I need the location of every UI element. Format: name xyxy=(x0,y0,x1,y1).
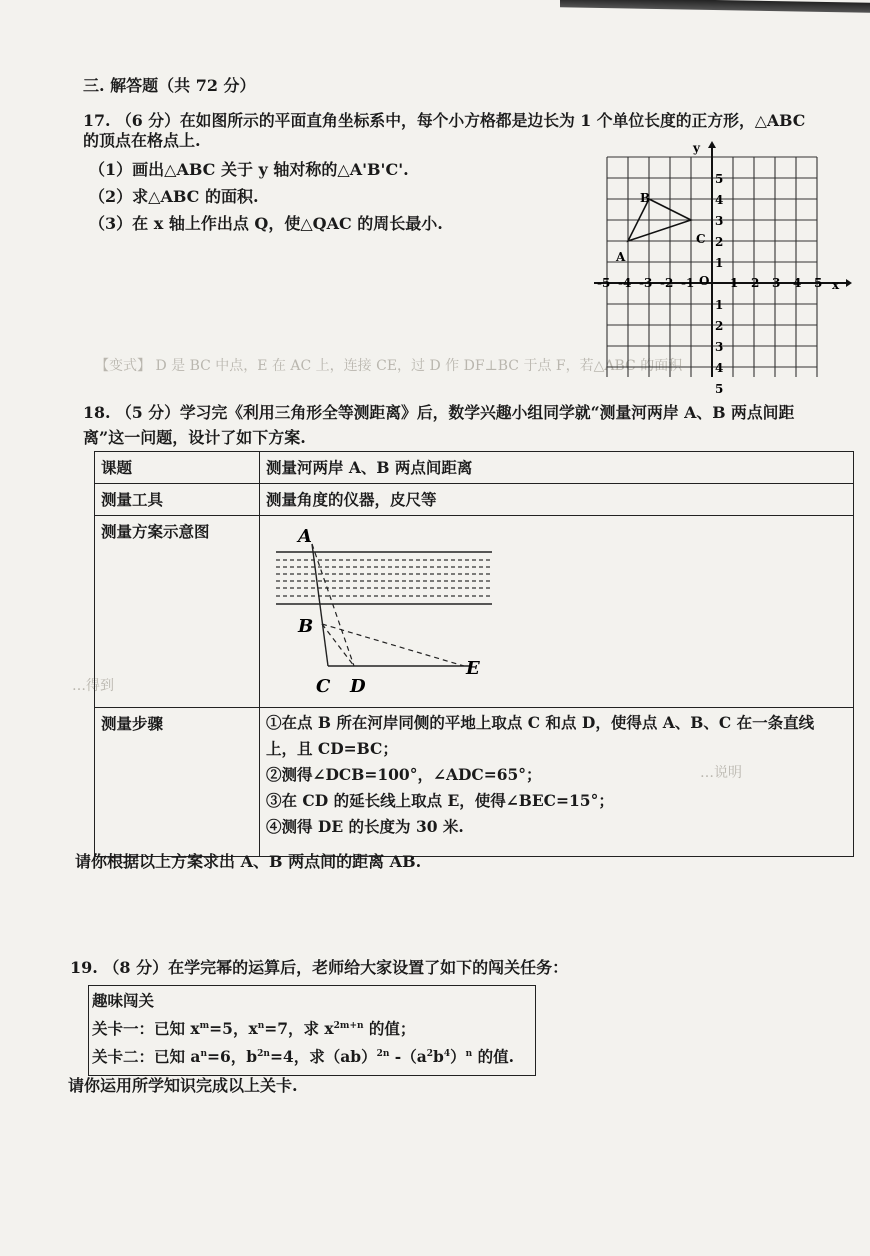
x-tick-label: 5 xyxy=(814,276,823,290)
q17-line1: 17. （6 分）在如图所示的平面直角坐标系中，每个小方格都是边长为 1 个单位长度的正方形，△ABC xyxy=(83,111,806,130)
y-tick-label: 5 xyxy=(715,382,724,396)
x-axis-label: x xyxy=(832,278,840,292)
y-tick-label: 2 xyxy=(715,235,724,249)
steps-label: 测量步骤 xyxy=(95,708,260,857)
level-1: 关卡一：已知 $x^m=5$，$x^n=7$，求 $x^{2m+n}$ 的值； xyxy=(92,1019,416,1038)
label-c: C xyxy=(696,232,706,246)
line-ad xyxy=(312,544,354,666)
topic-label: 课题 xyxy=(95,452,260,484)
bleed-through: 【变式】 D 是 BC 中点，E 在 AC 上，连接 CE，过 D 作 DF⊥BC 于点 F，若△ABC 的面积 xyxy=(95,358,683,374)
q17-part2: （2）求△ABC 的面积. xyxy=(89,187,259,206)
y-axis-label: y xyxy=(693,141,700,155)
step-1b: 上，且 CD=BC； xyxy=(266,739,398,758)
step-2: ②测得∠DCB=100°，∠ADC=65°； xyxy=(266,765,542,784)
scheme-table xyxy=(94,451,854,857)
q17-part1: （1）画出△ABC 关于 y 轴对称的△A'B'C'. xyxy=(89,160,409,179)
point-c: C xyxy=(316,676,331,697)
q18-line1: 18. （5 分）学习完《利用三角形全等测距离》后，数学兴趣小组同学就“测量河两岸 A、B 两点间距 xyxy=(83,403,795,422)
point-a: A xyxy=(298,526,312,547)
q18-line2: 离”这一问题，设计了如下方案. xyxy=(83,428,306,447)
step-3: ③在 CD 的延长线上取点 E，使得∠BEC=15°； xyxy=(266,791,614,810)
bleed-through: …得到 xyxy=(72,678,114,694)
step-4: ④测得 DE 的长度为 30 米. xyxy=(266,817,464,836)
scan-edge xyxy=(560,0,870,13)
diagram-cell xyxy=(260,516,854,708)
bleed-through: …说明 xyxy=(700,765,742,781)
y-tick-label: 4 xyxy=(715,361,724,375)
label-a: A xyxy=(616,250,626,264)
y-tick-label: 1 xyxy=(715,256,724,270)
x-tick-label: -4 xyxy=(618,276,632,290)
point-b: B xyxy=(298,616,314,637)
q17-line2: 的顶点在格点上. xyxy=(83,131,201,150)
x-tick-label: 1 xyxy=(730,276,739,290)
origin-label: O xyxy=(699,274,710,288)
label-b: B xyxy=(640,191,651,205)
x-tick-label: 4 xyxy=(793,276,802,290)
y-tick-label: 3 xyxy=(715,340,724,354)
coordinate-grid-figure xyxy=(590,140,850,396)
x-tick-label: 3 xyxy=(772,276,781,290)
diagram-label: 测量方案示意图 xyxy=(95,516,260,708)
section-heading: 三. 解答题（共 72 分） xyxy=(83,76,256,95)
q19-line1: 19. （8 分）在学完幂的运算后，老师给大家设置了如下的闯关任务： xyxy=(70,958,569,977)
q18-question: 请你根据以上方案求出 A、B 两点间的距离 AB. xyxy=(75,852,422,871)
y-axis-arrow xyxy=(708,141,716,148)
topic-value: 测量河两岸 A、B 两点间距离 xyxy=(260,452,854,484)
x-tick-label: -1 xyxy=(681,276,695,290)
q19-closing: 请你运用所学知识完成以上关卡. xyxy=(68,1076,298,1095)
y-tick-label: 4 xyxy=(715,193,724,207)
y-tick-label: 1 xyxy=(715,298,724,312)
level-2: 关卡二：已知 $a^n=6$，$b^{2n}=4$，求（ab）$^{2n}$ $-(a^2b^4)^n$ 的值. xyxy=(92,1047,515,1066)
y-tick-label: 5 xyxy=(715,172,724,186)
challenge-title: 趣味闯关 xyxy=(92,991,155,1010)
point-d: D xyxy=(350,676,366,697)
challenge-box xyxy=(88,985,536,1076)
tool-label: 测量工具 xyxy=(95,484,260,516)
x-tick-label: -3 xyxy=(639,276,653,290)
point-e: E xyxy=(466,658,480,679)
y-tick-label: 3 xyxy=(715,214,724,228)
x-axis-arrow xyxy=(846,279,852,287)
step-1a: ①在点 B 所在河岸同侧的平地上取点 C 和点 D，使得点 A、B、C 在一条直线 xyxy=(266,713,815,732)
steps-cell xyxy=(260,708,854,857)
x-tick-label: -2 xyxy=(660,276,674,290)
river-diagram xyxy=(260,516,520,702)
tool-value: 测量角度的仪器，皮尺等 xyxy=(260,484,854,516)
y-tick-label: 2 xyxy=(715,319,724,333)
x-tick-label: 2 xyxy=(751,276,760,290)
q17-part3: （3）在 x 轴上作出点 Q，使△QAC 的周长最小. xyxy=(89,214,443,233)
line-ac xyxy=(312,544,328,666)
x-tick-label: -5 xyxy=(597,276,611,290)
line-be xyxy=(322,624,464,666)
